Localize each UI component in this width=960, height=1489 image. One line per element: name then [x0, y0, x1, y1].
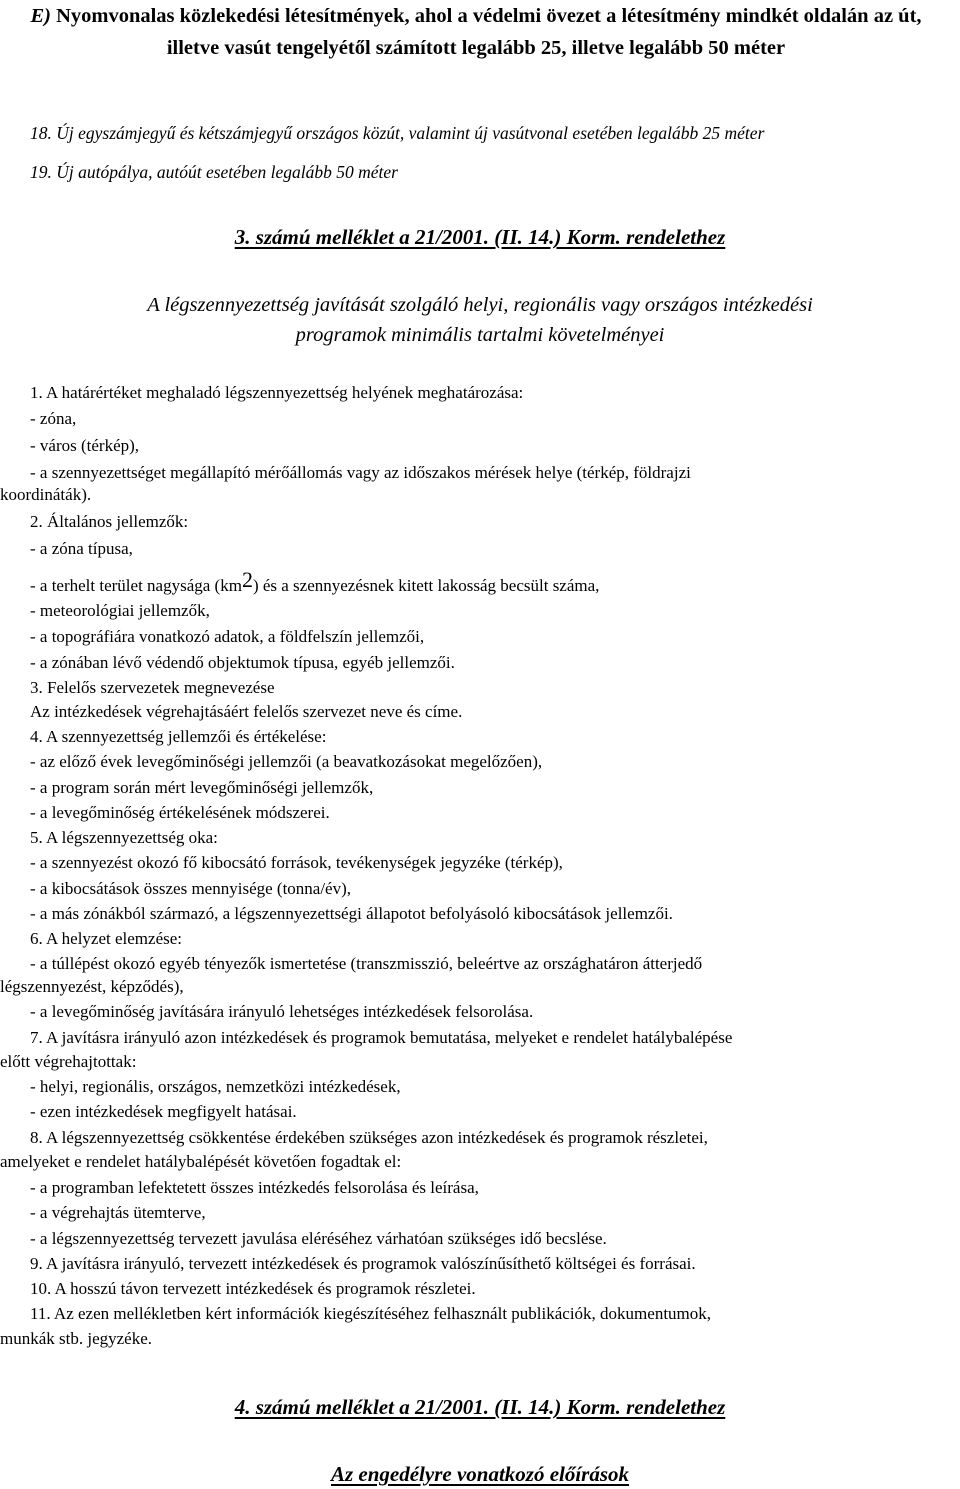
- body-line: 3. Felelős szervezetek megnevezése: [30, 678, 275, 697]
- area-text: - a terhelt terület nagysága (km: [30, 576, 242, 595]
- body-line-area: [30, 567, 600, 597]
- body-line: - a szennyezést okozó fő kibocsátó források, tevékenységek jegyzéke (térkép),: [30, 853, 563, 872]
- body-line: - a program során mért levegőminőségi jellemzők,: [30, 778, 374, 797]
- body-line: - a levegőminőség értékelésének módszerei.: [30, 803, 330, 822]
- annex-3-title: [0, 224, 960, 250]
- body-line: amelyeket e rendelet hatálybalépését követően fogadtak el:: [0, 1152, 402, 1171]
- body-line: - a túllépést okozó egyéb tényezők ismertetése (transzmisszió, beleértve az országhatáron átterjedő: [30, 954, 703, 973]
- body-line: légszennyezést, képződés),: [0, 977, 184, 996]
- body-line: - zóna,: [30, 409, 77, 428]
- body-line: - a topográfiára vonatkozó adatok, a földfelszín jellemzői,: [30, 627, 425, 646]
- body-line: - város (térkép),: [30, 436, 140, 455]
- item-19: 19. Új autópálya, autóút esetében legalább 50 méter: [30, 162, 398, 182]
- body-line: - a zóna típusa,: [30, 539, 133, 558]
- body-line: munkák stb. jegyzéke.: [0, 1329, 153, 1348]
- body-line: 11. Az ezen mellékletben kért információk kiegészítéséhez felhasznált publikációk, dokumentumok,: [30, 1304, 712, 1323]
- body-line: 10. A hosszú távon tervezett intézkedések és programok részletei.: [30, 1279, 476, 1298]
- body-line: Az intézkedések végrehajtásáért felelős szervezet neve és címe.: [30, 702, 463, 721]
- body-line: - a végrehajtás ütemterve,: [30, 1203, 206, 1222]
- area-text-rest: ) és a szennyezésnek kitett lakosság becsült száma,: [252, 576, 600, 595]
- item-18: 18. Új egyszámjegyű és kétszámjegyű országos közút, valamint új vasútvonal esetében legalább 25 méter: [30, 123, 765, 143]
- body-line: 1. A határértéket meghaladó légszennyezettség helyének meghatározása:: [30, 383, 524, 402]
- area-superscript: 2: [241, 567, 253, 592]
- body-line: - a más zónákból származó, a légszennyezettségi állapotot befolyásoló kibocsátások jellemzői.: [30, 904, 673, 923]
- body-line: előtt végrehajtottak:: [0, 1052, 137, 1071]
- body-line: - a légszennyezettség tervezett javulása eléréséhez várhatóan szükséges idő becslése.: [30, 1229, 607, 1248]
- annex-4-subtitle: [0, 1461, 960, 1487]
- body-line: - a programban lefektetett összes intézkedés felsorolása és leírása,: [30, 1178, 479, 1197]
- body-line: - a kibocsátások összes mennyisége (tonna/év),: [30, 879, 352, 898]
- body-line: 5. A légszennyezettség oka:: [30, 828, 218, 847]
- body-line: - a szennyezettséget megállapító mérőállomás vagy az időszakos mérések helye (térkép, földrajzi: [30, 463, 691, 482]
- section-e-text: Nyomvonalas közlekedési létesítmények, ahol a védelmi övezet a létesítmény mindkét oldalán az út, illetve vasút tengelyétől számított legalább 25, illetve legalább 50 méter: [56, 5, 922, 59]
- annex-4-title: [0, 1394, 960, 1420]
- body-line: 4. A szennyezettség jellemzői és értékelése:: [30, 727, 327, 746]
- annex-3-title-text: 3. számú melléklet a 21/2001. (II. 14.) Korm. rendelethez: [234, 225, 726, 249]
- body-line: - a levegőminőség javítására irányuló lehetséges intézkedések felsorolása.: [30, 1002, 534, 1021]
- body-line: - az előző évek levegőminőségi jellemzői (a beavatkozásokat megelőzően),: [30, 752, 543, 771]
- body-line: 9. A javításra irányuló, tervezett intézkedések és programok valószínűsíthető költségei és forrásai.: [30, 1254, 696, 1273]
- annex-4-title-text: 4. számú melléklet a 21/2001. (II. 14.) Korm. rendelethez: [234, 1395, 726, 1419]
- section-e-prefix: E): [30, 5, 51, 27]
- body-line: 7. A javításra irányuló azon intézkedések és programok bemutatása, melyeket e rendelet hatálybalépése: [30, 1028, 733, 1047]
- body-line: - ezen intézkedések megfigyelt hatásai.: [30, 1102, 297, 1121]
- body-line: koordináták).: [0, 485, 92, 504]
- body-line: 2. Általános jellemzők:: [30, 512, 189, 531]
- body-line: 6. A helyzet elemzése:: [30, 929, 182, 948]
- body-line: - helyi, regionális, országos, nemzetközi intézkedések,: [30, 1077, 401, 1096]
- body-line: - meteorológiai jellemzők,: [30, 601, 210, 620]
- annex-3-subtitle-line-2: programok minimális tartalmi követelményei: [295, 324, 665, 346]
- section-e-heading: [2, 0, 950, 64]
- annex-4-subtitle-text: Az engedélyre vonatkozó előírások: [330, 1462, 630, 1486]
- body-line: - a zónában lévő védendő objektumok típusa, egyéb jellemzői.: [30, 653, 455, 672]
- body-line: 8. A légszennyezettség csökkentése érdekében szükséges azon intézkedések és programok részletei,: [30, 1128, 708, 1147]
- annex-3-subtitle-line-1: A légszennyezettség javítását szolgáló helyi, regionális vagy országos intézkedési: [147, 294, 813, 316]
